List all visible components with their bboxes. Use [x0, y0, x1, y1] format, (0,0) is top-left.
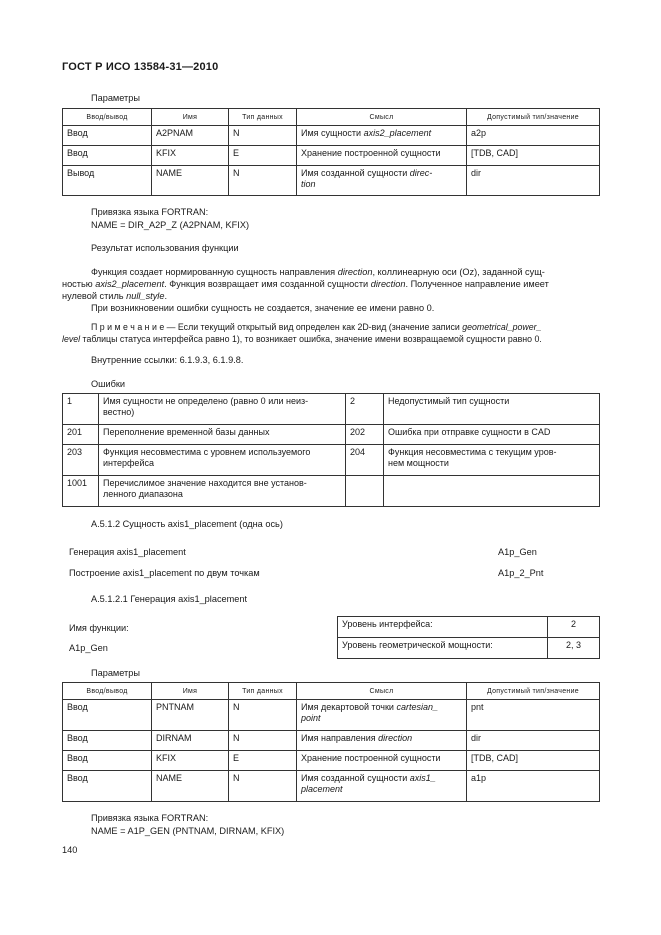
col-header-allowed: Допустимый тип/значение	[467, 109, 600, 126]
col-header-name: Имя	[152, 109, 229, 126]
col-header-io: Ввод/вывод	[63, 683, 152, 700]
note-line-2: level таблицы статуса интерфейса равно 1), то возникает ошибка, значение имени возвращаемой сущности равно 0.	[62, 334, 542, 344]
table-row: Ввод DIRNAM N Имя направления direction dir	[63, 731, 600, 751]
params-table-2	[62, 682, 600, 802]
col-header-meaning: Смысл	[297, 109, 467, 126]
table-row: 1001 Перечислимое значение находится вне установ- ленного диапазона	[63, 476, 600, 507]
params-label-2: Параметры	[91, 668, 140, 678]
function-desc-1: Генерация axis1_placement	[69, 547, 186, 557]
col-header-type: Тип данных	[229, 109, 297, 126]
table-row: 203 Функция несовместима с уровнем используемого интерфейса 204 Функция несовместима с текущим уров- нем мощности	[63, 445, 600, 476]
section-a512-title: A.5.1.2 Сущность axis1_placement (одна ось)	[91, 519, 283, 529]
internal-references: Внутренние ссылки: 6.1.9.3, 6.1.9.8.	[91, 355, 244, 365]
col-header-type: Тип данных	[229, 683, 297, 700]
page-number: 140	[62, 845, 78, 855]
result-paragraph-line-3: нулевой стиль null_style.	[62, 291, 168, 301]
col-header-io: Ввод/вывод	[63, 109, 152, 126]
col-header-name: Имя	[152, 683, 229, 700]
power-level-label: Уровень геометрической мощности:	[338, 638, 548, 659]
table-row: Ввод PNTNAM N Имя декартовой точки cartesian_ point pnt	[63, 700, 600, 731]
power-level-value: 2, 3	[548, 638, 600, 659]
table-row: Ввод NAME N Имя созданной сущности axis1_ placement a1p	[63, 771, 600, 802]
fortran-binding-code-2: NAME = A1P_GEN (PNTNAM, DIRNAM, KFIX)	[91, 826, 285, 836]
errors-label: Ошибки	[91, 379, 126, 389]
interface-level-value: 2	[548, 617, 600, 638]
table-row: 201 Переполнение временной базы данных 202 Ошибка при отправке сущности в CAD	[63, 425, 600, 445]
result-paragraph-line-2: ностью axis2_placement. Функция возвращает имя созданной сущности direction. Полученное направление имеет	[62, 279, 549, 289]
table-row: Ввод A2PNAM N Имя сущности axis2_placement a2p	[63, 126, 600, 146]
result-paragraph-line-1: Функция создает нормированную сущность направления direction, коллинеарную оси (Oz), заданной сущ-	[91, 267, 545, 277]
table-row: 1 Имя сущности не определено (равно 0 или неиз- вестно) 2 Недопустимый тип сущности	[63, 394, 600, 425]
section-a5121-title: A.5.1.2.1 Генерация axis1_placement	[91, 594, 248, 604]
function-name-value: A1p_Gen	[69, 643, 108, 653]
function-desc-2: Построение axis1_placement по двум точкам	[69, 568, 260, 578]
note-line-1: П р и м е ч а н и е — Если текущий открытый вид определен как 2D-вид (значение записи geometrical_power_	[91, 322, 542, 332]
fortran-binding-code: NAME = DIR_A2P_Z (A2PNAM, KFIX)	[91, 220, 250, 230]
table-row: Ввод KFIX E Хранение построенной сущности [TDB, CAD]	[63, 146, 600, 166]
fortran-binding-label-2: Привязка языка FORTRAN:	[91, 813, 209, 823]
function-name-1: A1p_Gen	[498, 547, 537, 557]
table-row: Ввод KFIX E Хранение построенной сущности [TDB, CAD]	[63, 751, 600, 771]
page-header-title: ГОСТ Р ИСО 13584-31—2010	[62, 61, 219, 73]
function-name-label: Имя функции:	[69, 623, 129, 633]
errors-table	[62, 393, 600, 507]
function-levels-table	[337, 616, 600, 659]
function-name-2: A1p_2_Pnt	[498, 568, 544, 578]
fortran-binding-label: Привязка языка FORTRAN:	[91, 207, 209, 217]
interface-level-label: Уровень интерфейса:	[338, 617, 548, 638]
table-row: Вывод NAME N Имя созданной сущности direc- tion dir	[63, 166, 600, 196]
result-heading: Результат использования функции	[91, 243, 239, 253]
result-error-note: При возникновении ошибки сущность не создается, значение ее имени равно 0.	[91, 303, 435, 313]
params-table-1	[62, 108, 600, 196]
params-label: Параметры	[91, 93, 140, 103]
col-header-allowed: Допустимый тип/значение	[467, 683, 600, 700]
col-header-meaning: Смысл	[297, 683, 467, 700]
